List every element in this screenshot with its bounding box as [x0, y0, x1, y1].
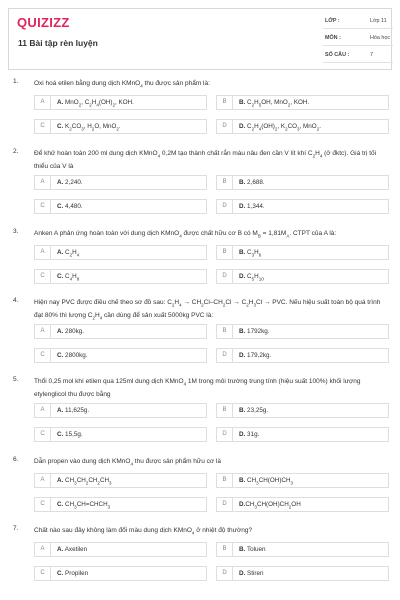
question-count-label: SỐ CÂU : [325, 52, 350, 58]
answer-option-d[interactable] [216, 199, 389, 214]
answer-option-d[interactable] [216, 427, 389, 442]
question-text: Để khử hoàn toàn 200 ml dung dịch KMnO$_4$ 0,2M tạo thành chất rắn màu nâu đen cần V lít khí $C_2H_4$ (ở đktc). Giá trị tối thiểu của V là [34, 150, 377, 171]
worksheet-header [8, 8, 392, 70]
option-letter-box: D [217, 498, 233, 511]
option-letter-box: D [217, 349, 233, 362]
question-number: 7. [13, 525, 19, 532]
option-letter-box: C [35, 349, 51, 362]
option-text: B. $C_2H_5OH$, MnO$_2$, KOH. [239, 99, 310, 108]
option-letter-box: B [217, 474, 233, 487]
answer-option-c[interactable] [34, 269, 207, 284]
question-number: 6. [13, 456, 19, 463]
option-text: A. $C_2H_4$ [57, 249, 80, 258]
option-text: D. Stiren [239, 570, 264, 577]
question-text: Dẫn propen vào dung dịch KMnO$_4$ thu được sản phẩm hữu cơ là [34, 458, 222, 467]
option-letter-box: A [35, 474, 51, 487]
answer-option-d[interactable] [216, 348, 389, 363]
divider [323, 45, 393, 46]
option-letter-box: A [35, 246, 51, 259]
answer-option-a[interactable] [34, 403, 207, 418]
option-text: B. 1792kg. [239, 328, 270, 335]
option-letter-box: A [35, 176, 51, 189]
option-text: A. 280kg. [57, 328, 84, 335]
option-letter-box: C [35, 567, 51, 580]
option-text: C. 4,480. [57, 203, 83, 210]
question-text: Chất nào sau đây không làm đổi màu dung dịch KMnO$_4$ ở nhiệt độ thường? [34, 527, 253, 536]
class-label: LỚP : [325, 18, 340, 24]
option-text: A. 11,625g. [57, 407, 90, 414]
option-text: C. $K_2CO_3$, $H_2O$, MnO$_2$. [57, 123, 121, 132]
answer-option-a[interactable] [34, 245, 207, 260]
option-text: A. MnO$_2$, $C_2H_4(OH)_2$, KOH. [57, 99, 134, 108]
option-text: $D.CH_3CH(OH)CH_2OH$ [239, 501, 301, 510]
answer-option-b[interactable] [216, 542, 389, 557]
option-letter-box: C [35, 498, 51, 511]
worksheet-title: 11 Bài tập rèn luyện [18, 38, 98, 48]
option-text: D. 31g. [239, 431, 260, 438]
option-letter-box: D [217, 200, 233, 213]
answer-option-b[interactable] [216, 403, 389, 418]
question-number: 3. [13, 228, 19, 235]
answer-option-d[interactable] [216, 566, 389, 581]
question-text: Thổi 0,25 mol khí etilen qua 125ml dung dịch KMnO$_4$ 1M trong môi trường trung tính (hiệu suất 100%) khối lượng etylenglicol thu được bằng [34, 378, 361, 399]
answer-option-a[interactable] [34, 324, 207, 339]
option-letter-box: D [217, 428, 233, 441]
option-letter-box: D [217, 567, 233, 580]
question-number: 5. [13, 376, 19, 383]
option-text: B. 23,25g. [239, 407, 269, 414]
answer-option-b[interactable] [216, 95, 389, 110]
option-text: C. $C_4H_8$ [57, 273, 80, 282]
question-number: 4. [13, 297, 19, 304]
option-text: A. $CH_3CH_2CH_2CH_3$ [57, 477, 112, 486]
answer-option-b[interactable] [216, 473, 389, 488]
subject-label: MÔN : [325, 35, 341, 41]
option-text: D. $C_5H_{10}$ [239, 273, 264, 282]
option-letter-box: C [35, 120, 51, 133]
option-letter-box: B [217, 96, 233, 109]
option-letter-box: D [217, 120, 233, 133]
question-text: Hiện nay PVC được điều chế theo sơ đồ sau: $C_2H_4 \to CH_2Cl-CH_2Cl \to C_2H_3Cl$ → PVC. Nếu hiệu suất toàn bộ quá trình đạt 80% thì lượng $C_2H_4$ cần dùng để sản xuất 5000kg PVC là: [34, 299, 381, 321]
option-text: B. $C_3H_6$ [239, 249, 262, 258]
answer-option-a[interactable] [34, 473, 207, 488]
question-text: Anken A phản ứng hoàn toàn với dung dịch KMnO$_4$ được chất hữu cơ B có $M_B = 1,81M_A$. CTPT của A là: [34, 230, 337, 239]
option-letter-box: B [217, 325, 233, 338]
option-letter-box: A [35, 325, 51, 338]
option-text: A. Axetilen [57, 546, 88, 553]
answer-option-d[interactable] [216, 119, 389, 134]
answer-option-d[interactable] [216, 497, 389, 512]
question-number: 2. [13, 148, 19, 155]
question-text: Oxi hoá etilen bằng dung dịch KMnO$_4$ thu được sản phẩm là: [34, 80, 210, 89]
option-text: C. 15,5g. [57, 431, 83, 438]
option-text: D. 179,2kg. [239, 352, 272, 359]
option-letter-box: C [35, 428, 51, 441]
answer-option-c[interactable] [34, 348, 207, 363]
subject-value: Hóa học [370, 35, 391, 41]
answer-option-c[interactable] [34, 119, 207, 134]
option-text: D. $C_2H_4(OH)_2$, $K_2CO_3$, MnO$_2$. [239, 123, 321, 132]
answer-option-b[interactable] [216, 324, 389, 339]
option-letter-box: B [217, 176, 233, 189]
answer-option-a[interactable] [34, 175, 207, 190]
question-count-value: 7 [370, 52, 373, 58]
option-letter-box: B [217, 543, 233, 556]
option-letter-box: A [35, 404, 51, 417]
option-letter-box: A [35, 96, 51, 109]
answer-option-b[interactable] [216, 245, 389, 260]
option-letter-box: C [35, 270, 51, 283]
answer-option-c[interactable] [34, 497, 207, 512]
option-text: B. 2,688. [239, 179, 265, 186]
answer-option-c[interactable] [34, 427, 207, 442]
option-text: A. 2,240. [57, 179, 83, 186]
quizizz-logo: QUIZIZZ [17, 15, 70, 30]
option-letter-box: C [35, 200, 51, 213]
divider [323, 28, 393, 29]
class-value: Lớp 11 [370, 18, 387, 24]
divider [323, 62, 393, 63]
answer-option-c[interactable] [34, 566, 207, 581]
option-text: C. 2800kg. [57, 352, 88, 359]
option-text: B. $CH_3CH(OH)CH_3$ [239, 477, 294, 486]
option-letter-box: B [217, 404, 233, 417]
option-letter-box: B [217, 246, 233, 259]
option-text: C. Propilen [57, 570, 89, 577]
question-number: 1. [13, 78, 19, 85]
option-letter-box: A [35, 543, 51, 556]
answer-option-b[interactable] [216, 175, 389, 190]
option-text: D. 1,344. [239, 203, 265, 210]
answer-option-d[interactable] [216, 269, 389, 284]
answer-option-a[interactable] [34, 542, 207, 557]
answer-option-c[interactable] [34, 199, 207, 214]
answer-option-a[interactable] [34, 95, 207, 110]
option-text: B. Toluen [239, 546, 266, 553]
option-letter-box: D [217, 270, 233, 283]
option-text: C. $CH_3CH=CHCH_3$ [57, 501, 111, 510]
